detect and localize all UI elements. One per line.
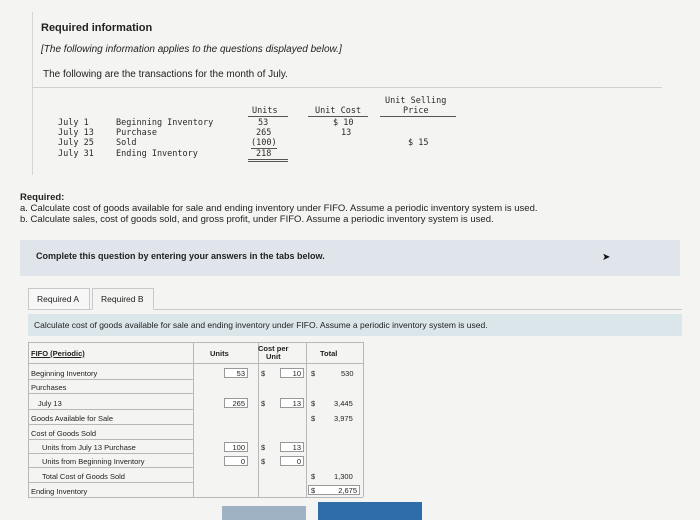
cost-header-underline (308, 116, 368, 117)
total-column-header: Total (320, 349, 338, 358)
tx-units: 218 (256, 149, 272, 159)
price-header-underline (380, 116, 456, 117)
beginning-units-input[interactable]: 53 (224, 368, 248, 378)
dollar-sign: $ (311, 472, 316, 481)
july13-total: 3,445 (334, 399, 353, 408)
instructions-banner: Complete this question by entering your answers in the tabs below. (20, 240, 680, 276)
cogs-beginning-units-input[interactable]: 0 (224, 456, 248, 466)
dollar-sign: $ (261, 443, 266, 452)
cost-per-unit-header-2: Unit (266, 352, 281, 361)
required-heading: Required: (20, 192, 65, 203)
dollar-sign: $ (261, 369, 266, 378)
row-label-goods-available: Goods Available for Sale (31, 414, 113, 423)
tab-required-b[interactable]: Required B (92, 288, 154, 310)
row-label-beginning-inventory: Beginning Inventory (31, 369, 98, 378)
units-header: Units (252, 106, 278, 116)
tx-date: July 25 (58, 138, 94, 148)
tx-desc: Purchase (116, 128, 157, 138)
dollar-sign: $ (311, 399, 316, 408)
info-note: [The following information applies to the questions displayed below.] (41, 44, 342, 55)
cogs-beginning-cost-input[interactable]: 0 (280, 456, 304, 466)
cogs-july13-units-input[interactable]: 100 (224, 442, 248, 452)
dollar-sign: $ (311, 414, 316, 423)
info-title: Required information (41, 22, 153, 34)
row-label-units-july-13: Units from July 13 Purchase (42, 443, 136, 452)
tx-desc: Ending Inventory (116, 149, 198, 159)
dollar-sign: $ (311, 369, 316, 378)
row-label-ending-inventory: Ending Inventory (31, 487, 88, 496)
total-double-underline (248, 161, 288, 162)
tx-date: July 13 (58, 128, 94, 138)
mouse-cursor-icon: ➤ (602, 252, 611, 263)
tx-date: July 1 (58, 118, 89, 128)
previous-button[interactable] (222, 506, 306, 520)
goods-available-total: 3,975 (334, 414, 353, 423)
dollar-sign: $ (261, 457, 266, 466)
tx-price: $ 15 (408, 138, 429, 148)
dollar-sign: $ (261, 399, 266, 408)
total-cogs: 1,300 (334, 472, 353, 481)
row-label-purchases: Purchases (31, 383, 67, 392)
tx-units: 53 (258, 118, 269, 128)
transaction-row (58, 149, 658, 160)
cost-per-unit-header: Cost per (258, 344, 289, 353)
transaction-row (58, 138, 658, 149)
july13-cost-input[interactable]: 13 (280, 398, 304, 408)
next-button[interactable] (318, 502, 422, 520)
tx-date: July 31 (58, 149, 94, 159)
fifo-table (28, 342, 363, 502)
units-header-underline (248, 116, 288, 117)
beginning-cost-input[interactable]: 10 (280, 368, 304, 378)
ending-inventory-input[interactable]: $ 2,675 (308, 485, 360, 495)
tx-units: 265 (256, 128, 272, 138)
units-column-header: Units (210, 349, 229, 358)
required-section (20, 192, 538, 225)
tab-required-a[interactable]: Required A (28, 288, 90, 310)
july13-units-input[interactable]: 265 (224, 398, 248, 408)
row-label-units-beginning: Units from Beginning Inventory (42, 457, 145, 466)
tx-desc: Sold (116, 138, 137, 148)
price-header: Price (403, 106, 429, 116)
row-label-cost-of-goods-sold: Cost of Goods Sold (31, 429, 97, 438)
required-a-text: a. Calculate cost of goods available for sale and ending inventory under FIFO. Assume a periodic inventory system is used. (20, 203, 538, 214)
tx-desc: Beginning Inventory (116, 118, 214, 128)
tx-units: (100) (251, 138, 277, 148)
beginning-total: 530 (341, 369, 354, 378)
unit-cost-header: Unit Cost (315, 106, 362, 116)
divider (32, 87, 662, 88)
required-b-text: b. Calculate sales, cost of goods sold, and gross profit, under FIFO. Assume a periodic inventory system is used. (20, 214, 494, 225)
unit-selling-header: Unit Selling (385, 96, 447, 106)
fifo-title: FIFO (Periodic) (31, 349, 85, 358)
tx-cost: 13 (341, 128, 352, 138)
tab-instruction: Calculate cost of goods available for sale and ending inventory under FIFO. Assume a periodic inventory system is used. (28, 314, 682, 336)
total-double-underline (248, 159, 288, 160)
cogs-july13-cost-input[interactable]: 13 (280, 442, 304, 452)
tx-cost: $ 10 (333, 118, 354, 128)
info-lead: The following are the transactions for the month of July. (43, 69, 288, 80)
row-label-total-cogs: Total Cost of Goods Sold (42, 472, 125, 481)
row-label-july-13: July 13 (38, 399, 62, 408)
